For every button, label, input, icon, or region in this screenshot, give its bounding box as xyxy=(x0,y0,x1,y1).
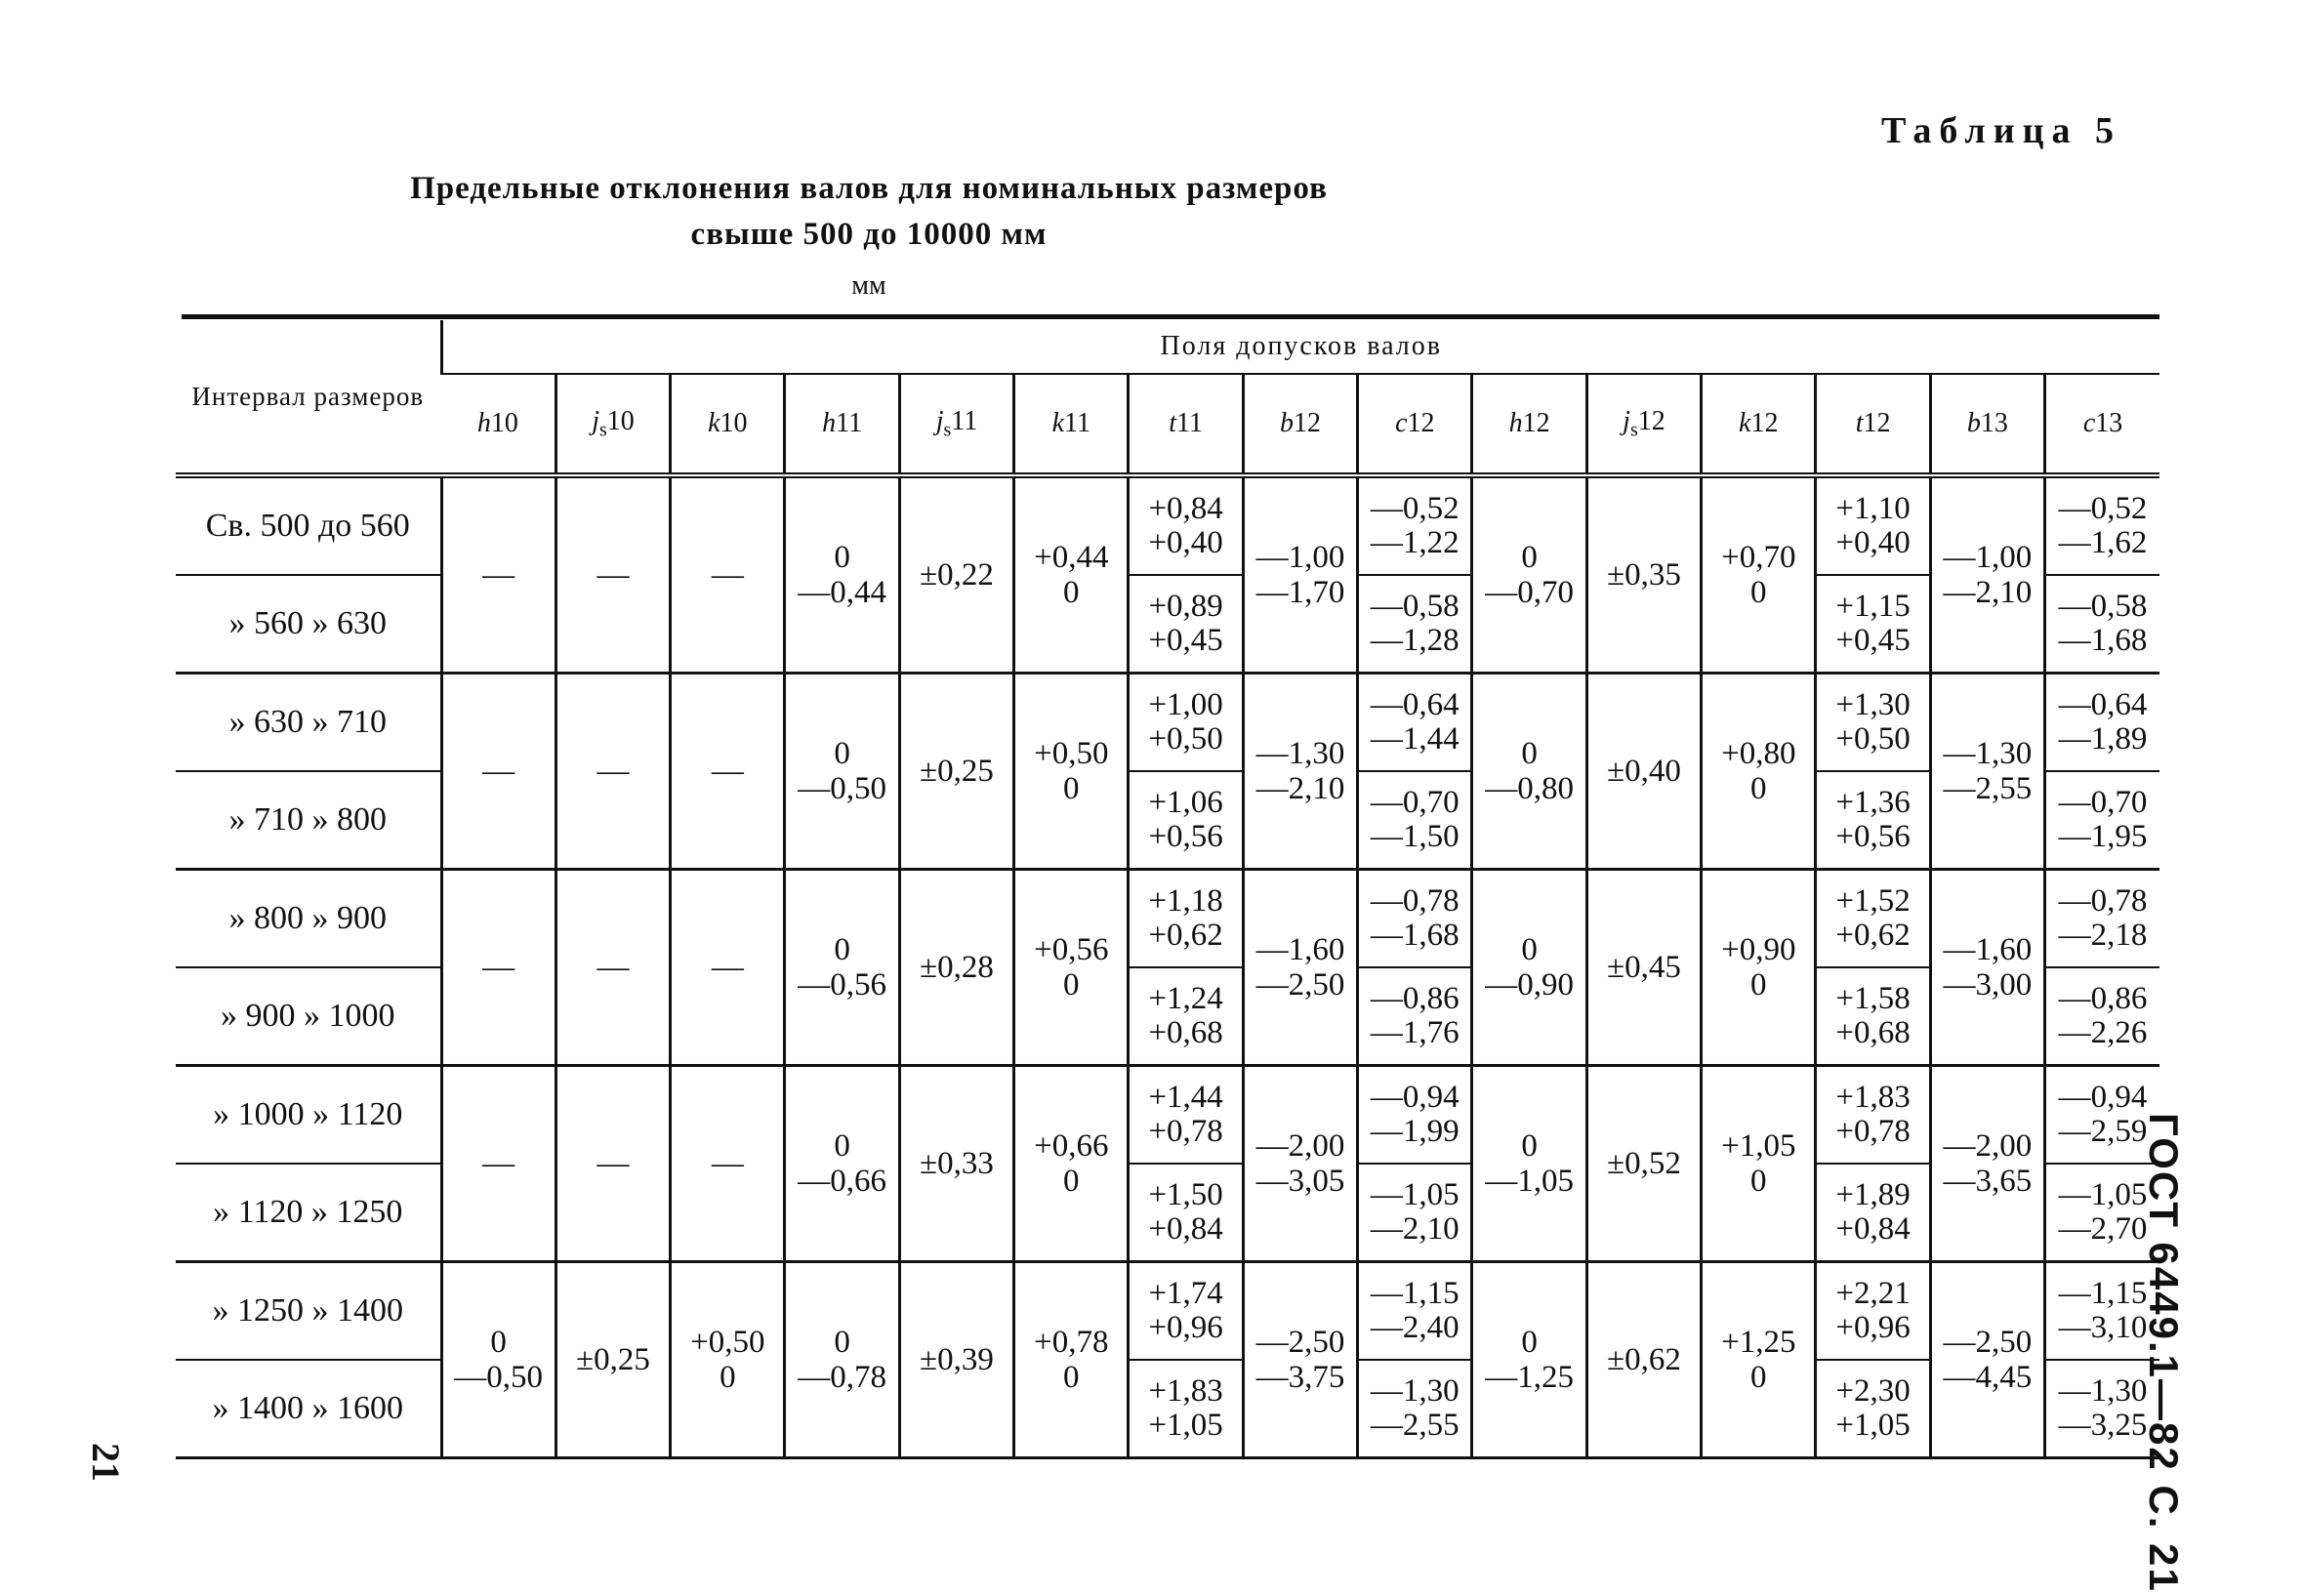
field-header-js11: $j_s11$ xyxy=(899,374,1013,472)
deviation-js10: — xyxy=(555,1066,670,1262)
deviation-t11: +1,83 +1,05 xyxy=(1129,1360,1243,1458)
deviation-c13: —0,78 —2,18 xyxy=(2045,870,2159,968)
field-header-k11: k11 xyxy=(1014,374,1129,472)
deviation-c13: —1,15 —3,10 xyxy=(2045,1262,2159,1361)
deviation-k11: +0,56 0 xyxy=(1014,870,1129,1066)
deviation-js12: ±0,35 xyxy=(1586,475,1701,674)
deviation-k10: — xyxy=(671,475,785,674)
field-header-k10: k10 xyxy=(671,374,785,472)
deviation-h11: 0 —0,50 xyxy=(785,674,899,870)
deviation-b13: —1,30 —2,55 xyxy=(1930,674,2044,870)
deviation-t12: +2,30 +1,05 xyxy=(1816,1360,1930,1458)
deviation-b12: —1,30 —2,10 xyxy=(1243,674,1357,870)
deviation-c12: —0,52 —1,22 xyxy=(1358,475,1472,575)
deviation-k11: +0,44 0 xyxy=(1014,475,1129,674)
deviation-c12: —1,30 —2,55 xyxy=(1358,1360,1472,1458)
deviation-c13: —0,86 —2,26 xyxy=(2045,967,2159,1066)
deviation-h10: — xyxy=(441,674,555,870)
deviation-c12: —0,58 —1,28 xyxy=(1358,575,1472,674)
deviation-t12: +2,21 +0,96 xyxy=(1816,1262,1930,1361)
deviation-h11: 0 —0,56 xyxy=(785,870,899,1066)
deviation-js10: — xyxy=(555,674,670,870)
deviation-h12: 0 —0,90 xyxy=(1472,870,1586,1066)
deviation-t11: +1,18 +0,62 xyxy=(1129,870,1243,968)
side-standard-label: ГОСТ 6449.1—82 С. 21 xyxy=(2141,1113,2187,1593)
size-interval: » 630 » 710 xyxy=(176,674,441,772)
deviation-js12: ±0,45 xyxy=(1586,870,1701,1066)
size-interval: » 1250 » 1400 xyxy=(176,1262,441,1361)
deviation-k10: — xyxy=(671,870,785,1066)
deviation-t11: +1,50 +0,84 xyxy=(1129,1164,1243,1262)
deviation-t12: +1,89 +0,84 xyxy=(1816,1164,1930,1262)
size-interval: » 1120 » 1250 xyxy=(176,1164,441,1262)
unit-label: мм xyxy=(851,270,886,301)
deviation-h10: — xyxy=(441,1066,555,1262)
deviation-h12: 0 —1,25 xyxy=(1472,1262,1586,1458)
field-header-b13: b13 xyxy=(1930,374,2044,472)
interval-header: Интервал размеров xyxy=(191,382,425,411)
size-interval: » 1000 » 1120 xyxy=(176,1066,441,1165)
field-header-js12: $j_s12$ xyxy=(1586,374,1701,472)
deviation-c13: —0,70 —1,95 xyxy=(2045,771,2159,870)
deviation-c13: —0,58 —1,68 xyxy=(2045,575,2159,674)
deviation-js11: ±0,28 xyxy=(899,870,1013,1066)
deviation-b12: —2,00 —3,05 xyxy=(1243,1066,1357,1262)
deviation-h10: 0 —0,50 xyxy=(441,1262,555,1458)
deviation-b12: —2,50 —3,75 xyxy=(1243,1262,1357,1458)
field-header-b12: b12 xyxy=(1243,374,1357,472)
deviation-c12: —1,15 —2,40 xyxy=(1358,1262,1472,1361)
deviation-t12: +1,10 +0,40 xyxy=(1816,475,1930,575)
deviation-t11: +1,00 +0,50 xyxy=(1129,674,1243,772)
deviation-t11: +1,44 +0,78 xyxy=(1129,1066,1243,1165)
size-interval: » 710 » 800 xyxy=(176,771,441,870)
deviation-js12: ±0,62 xyxy=(1586,1262,1701,1458)
deviation-k12: +0,70 0 xyxy=(1702,475,1816,674)
deviation-t12: +1,30 +0,50 xyxy=(1816,674,1930,772)
deviation-k11: +0,78 0 xyxy=(1014,1262,1129,1458)
deviation-js10: — xyxy=(555,870,670,1066)
deviation-b13: —1,00 —2,10 xyxy=(1930,475,2044,674)
deviation-t11: +0,89 +0,45 xyxy=(1129,575,1243,674)
field-header-c13: c13 xyxy=(2045,374,2159,472)
deviation-c12: —0,86 —1,76 xyxy=(1358,967,1472,1066)
deviation-t11: +0,84 +0,40 xyxy=(1129,475,1243,575)
deviation-t11: +1,24 +0,68 xyxy=(1129,967,1243,1066)
field-header-t11: t11 xyxy=(1129,374,1243,472)
deviation-h11: 0 —0,44 xyxy=(785,475,899,674)
deviation-h12: 0 —0,70 xyxy=(1472,475,1586,674)
deviation-k11: +0,50 0 xyxy=(1014,674,1129,870)
deviation-h11: 0 —0,78 xyxy=(785,1262,899,1458)
deviation-t12: +1,36 +0,56 xyxy=(1816,771,1930,870)
deviation-js12: ±0,40 xyxy=(1586,674,1701,870)
deviation-h11: 0 —0,66 xyxy=(785,1066,899,1262)
table-top-rule xyxy=(182,314,2159,319)
field-header-k12: k12 xyxy=(1702,374,1816,472)
field-header-h10: h10 xyxy=(476,408,518,438)
deviation-c12: —0,64 —1,44 xyxy=(1358,674,1472,772)
table-label: Таблица 5 xyxy=(1880,110,2121,151)
deviation-js10: ±0,25 xyxy=(555,1262,670,1458)
deviation-js11: ±0,33 xyxy=(899,1066,1013,1262)
deviation-t11: +1,06 +0,56 xyxy=(1129,771,1243,870)
size-interval: » 1400 » 1600 xyxy=(176,1360,441,1458)
deviation-t12: +1,15 +0,45 xyxy=(1816,575,1930,674)
deviation-c12: —0,94 —1,99 xyxy=(1358,1066,1472,1165)
size-interval: Св. 500 до 560 xyxy=(176,475,441,575)
field-header-h11: h11 xyxy=(785,374,899,472)
deviation-k11: +0,66 0 xyxy=(1014,1066,1129,1262)
field-header-js10: $j_s10$ xyxy=(555,374,670,472)
deviation-js10: — xyxy=(555,475,670,674)
deviation-k12: +1,05 0 xyxy=(1702,1066,1816,1262)
deviation-b12: —1,60 —2,50 xyxy=(1243,870,1357,1066)
deviation-js11: ±0,39 xyxy=(899,1262,1013,1458)
deviation-js11: ±0,25 xyxy=(899,674,1013,870)
deviation-c13: —1,30 —3,25 xyxy=(2045,1360,2159,1458)
field-header-h12: h12 xyxy=(1472,374,1586,472)
deviation-h10: — xyxy=(441,475,555,674)
deviation-t11: +1,74 +0,96 xyxy=(1129,1262,1243,1361)
deviation-k10: +0,50 0 xyxy=(671,1262,785,1458)
deviation-h12: 0 —0,80 xyxy=(1472,674,1586,870)
field-header-t12: t12 xyxy=(1816,374,1930,472)
deviation-k10: — xyxy=(671,1066,785,1262)
deviation-c13: —0,52 —1,62 xyxy=(2045,475,2159,575)
table-title-line1: Предельные отклонения валов для номинальных размеров xyxy=(410,171,1328,206)
page-number: 21 xyxy=(84,1443,128,1482)
deviation-c13: —1,05 —2,70 xyxy=(2045,1164,2159,1262)
deviation-t12: +1,83 +0,78 xyxy=(1816,1066,1930,1165)
deviation-c12: —0,78 —1,68 xyxy=(1358,870,1472,968)
tolerance-fields-header: Поля допусков валов xyxy=(441,320,2159,374)
deviation-js11: ±0,22 xyxy=(899,475,1013,674)
deviation-k12: +0,80 0 xyxy=(1702,674,1816,870)
deviation-b12: —1,00 —1,70 xyxy=(1243,475,1357,674)
deviation-js12: ±0,52 xyxy=(1586,1066,1701,1262)
deviation-k12: +0,90 0 xyxy=(1702,870,1816,1066)
deviation-c12: —1,05 —2,10 xyxy=(1358,1164,1472,1262)
size-interval: » 800 » 900 xyxy=(176,870,441,968)
size-interval: » 560 » 630 xyxy=(176,575,441,674)
deviation-t12: +1,58 +0,68 xyxy=(1816,967,1930,1066)
deviation-h12: 0 —1,05 xyxy=(1472,1066,1586,1262)
field-header-c12: c12 xyxy=(1358,374,1472,472)
deviation-k10: — xyxy=(671,674,785,870)
deviation-b13: —2,50 —4,45 xyxy=(1930,1262,2044,1458)
table-title-line2: свыше 500 до 10000 мм xyxy=(690,217,1048,252)
deviation-c12: —0,70 —1,50 xyxy=(1358,771,1472,870)
deviation-h10: — xyxy=(441,870,555,1066)
deviation-c13: —0,64 —1,89 xyxy=(2045,674,2159,772)
size-interval: » 900 » 1000 xyxy=(176,967,441,1066)
deviation-c13: —0,94 —2,59 xyxy=(2045,1066,2159,1165)
deviation-t12: +1,52 +0,62 xyxy=(1816,870,1930,968)
deviation-k12: +1,25 0 xyxy=(1702,1262,1816,1458)
deviation-b13: —1,60 —3,00 xyxy=(1930,870,2044,1066)
deviation-b13: —2,00 —3,65 xyxy=(1930,1066,2044,1262)
deviations-table xyxy=(176,320,2159,1459)
